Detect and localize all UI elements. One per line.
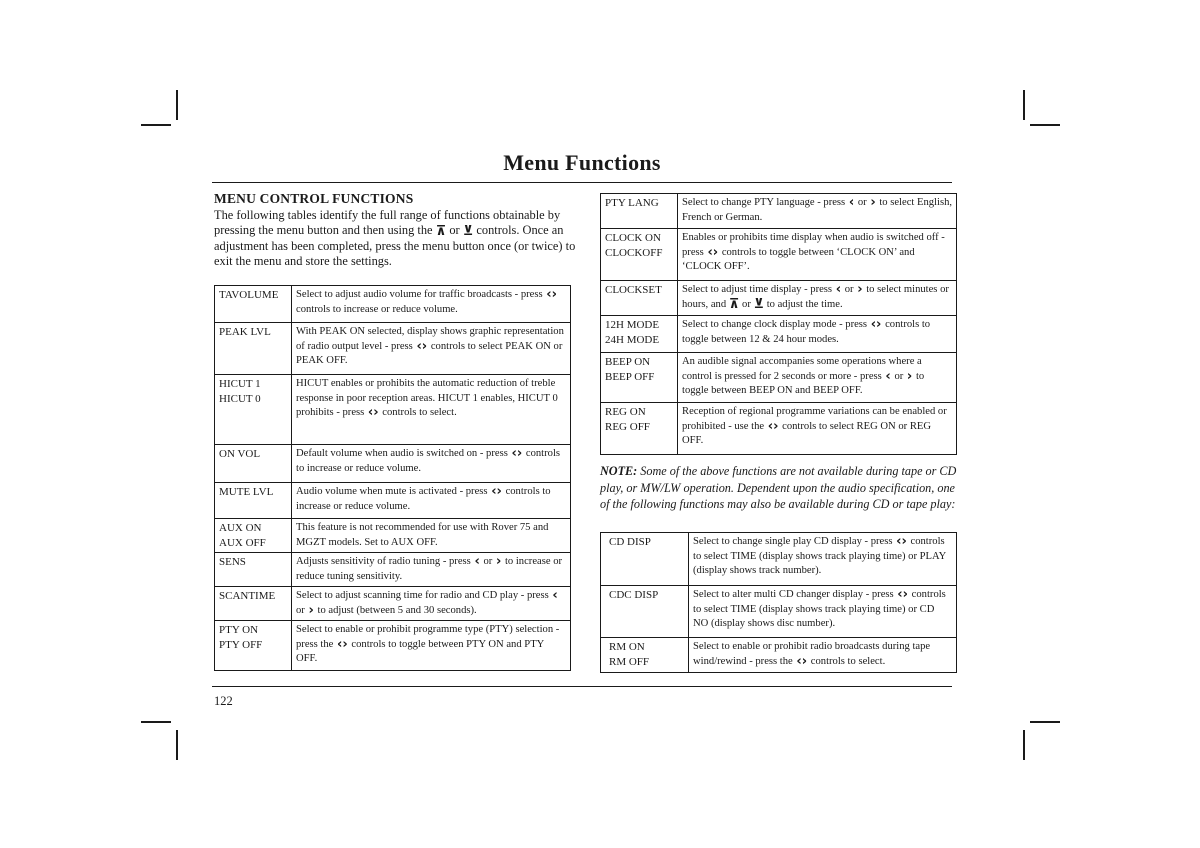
intro-text: The following tables identify the full range of functions obtainable by pressing the menu button and then using the: [214, 207, 561, 238]
table-row: [601, 353, 957, 403]
function-label: CD DISP: [601, 533, 689, 586]
function-label: AUX ON AUX OFF: [215, 519, 292, 553]
right-arrow-icon: ›: [857, 282, 863, 297]
crop-mark: [1030, 721, 1060, 723]
function-label: ON VOL: [215, 445, 292, 483]
table-row: [601, 316, 957, 353]
left-right-arrows-icon: ‹›: [416, 338, 428, 354]
left-right-arrows-icon: ‹›: [897, 587, 909, 602]
function-description: Select to change single play CD display - press ‹› controls to select TIME (display shows track playing time) or PLAY (display shows track number).: [689, 533, 957, 586]
left-arrow-icon: ‹: [848, 195, 855, 210]
function-label: SCANTIME: [215, 587, 292, 621]
intro-paragraph: [214, 208, 576, 270]
crop-mark: [176, 90, 178, 120]
function-description: Select to adjust scanning time for radio and CD play - press ‹ or › to adjust (between 5 and 30 seconds).: [292, 587, 571, 621]
cd-functions-table: [600, 532, 957, 673]
intro-text: controls. Once an adjustment has been completed, press the menu button once (or twice) to exit the menu and store the settings.: [214, 223, 576, 269]
note-text: Some of the above functions are not available during tape or CD play, or MW/LW operation. Dependent upon the audio specification, one of the following functions may also be available during CD or tape play:: [600, 464, 957, 511]
function-label: CLOCK ON CLOCKOFF: [601, 229, 678, 281]
intro-section: [214, 191, 576, 270]
table-row: [215, 286, 571, 323]
function-label: HICUT 1 HICUT 0: [215, 375, 292, 445]
function-label: TAVOLUME: [215, 286, 292, 323]
function-label: BEEP ON BEEP OFF: [601, 353, 678, 403]
function-description: Select to change PTY language - press ‹ or › to select English, French or German.: [678, 194, 957, 229]
function-description: Enables or prohibits time display when audio is switched off - press ‹› controls to toggle between ‘CLOCK ON’ and ‘CLOCK OFF’.: [678, 229, 957, 281]
table-row: [215, 519, 571, 553]
left-arrow-icon: ‹: [835, 282, 842, 297]
function-description: Default volume when audio is switched on - press ‹› controls to increase or reduce volume.: [292, 445, 571, 483]
table-row: [601, 638, 957, 673]
table-row: [215, 445, 571, 483]
table-row: [215, 483, 571, 519]
page-title: Menu Functions: [503, 150, 661, 175]
crop-mark: [1023, 730, 1025, 760]
header-rule: [212, 182, 952, 183]
function-description: Select to alter multi CD changer display - press ‹› controls to select TIME (display shows track playing time) or CD NO (display shows disc number).: [689, 586, 957, 638]
function-label: 12H MODE 24H MODE: [601, 316, 678, 353]
left-right-arrows-icon: ‹›: [491, 484, 502, 499]
down-arrow-icon: ⊻: [753, 296, 765, 312]
function-description: With PEAK ON selected, display shows graphic representation of radio output level - press ‹› controls to select PEAK ON or PEAK OFF.: [292, 323, 571, 375]
left-arrow-icon: ‹: [474, 554, 480, 569]
function-label: CDC DISP: [601, 586, 689, 638]
down-arrow-icon: ⊻: [462, 224, 474, 240]
left-right-arrows-icon: ‹›: [767, 418, 779, 434]
note-paragraph: [600, 463, 958, 513]
function-description: Audio volume when mute is activated - press ‹› controls to increase or reduce volume.: [292, 483, 571, 519]
note-label: NOTE:: [600, 464, 638, 478]
function-label: SENS: [215, 553, 292, 587]
intro-or: or: [449, 223, 460, 238]
left-right-arrows-icon: ‹›: [546, 287, 558, 302]
function-label: MUTE LVL: [215, 483, 292, 519]
table-row: [601, 586, 957, 638]
right-arrow-icon: ›: [495, 554, 502, 569]
table-row: [601, 533, 957, 586]
left-arrow-icon: ‹: [885, 368, 891, 384]
function-label: PTY ON PTY OFF: [215, 621, 292, 671]
crop-mark: [141, 721, 171, 723]
menu-functions-table-left: [214, 285, 571, 671]
function-label: RM ON RM OFF: [601, 638, 689, 673]
table-row: [601, 229, 957, 281]
function-label: CLOCKSET: [601, 281, 678, 316]
table-row: [215, 621, 571, 671]
function-description: Adjusts sensitivity of radio tuning - press ‹ or › to increase or reduce tuning sensitivity.: [292, 553, 571, 587]
function-description: Select to enable or prohibit radio broadcasts during tape wind/rewind - press the ‹› controls to select.: [689, 638, 957, 673]
table-row: [215, 375, 571, 445]
function-description: Select to change clock display mode - press ‹› controls to toggle between 12 & 24 hour modes.: [678, 316, 957, 353]
function-description: Select to enable or prohibit programme type (PTY) selection - press the ‹› controls to toggle between PTY ON and PTY OFF.: [292, 621, 571, 671]
table-row: [215, 587, 571, 621]
menu-functions-table-right: [600, 193, 957, 455]
left-right-arrows-icon: ‹›: [796, 653, 808, 669]
up-arrow-icon: ⊼: [435, 224, 447, 240]
function-label: PTY LANG: [601, 194, 678, 229]
left-right-arrows-icon: ‹›: [870, 317, 882, 332]
left-right-arrows-icon: ‹›: [337, 636, 348, 652]
crop-mark: [1023, 90, 1025, 120]
table-row: [601, 194, 957, 229]
page-number: 122: [214, 694, 233, 708]
right-arrow-icon: ›: [870, 195, 876, 210]
function-description: Reception of regional programme variations can be enabled or prohibited - use the ‹› controls to select REG ON or REG OFF.: [678, 403, 957, 455]
crop-mark: [176, 730, 178, 760]
right-arrow-icon: ›: [906, 368, 913, 384]
crop-mark: [1030, 124, 1060, 126]
right-arrow-icon: ›: [308, 602, 314, 618]
up-arrow-icon: ⊼: [728, 296, 740, 312]
function-label: REG ON REG OFF: [601, 403, 678, 455]
function-description: This feature is not recommended for use with Rover 75 and MGZT models. Set to AUX OFF.: [292, 519, 571, 553]
left-right-arrows-icon: ‹›: [896, 534, 907, 549]
function-label: PEAK LVL: [215, 323, 292, 375]
left-arrow-icon: ‹: [552, 588, 558, 603]
table-row: [601, 281, 957, 316]
left-right-arrows-icon: ‹›: [367, 405, 379, 420]
table-row: [601, 403, 957, 455]
left-right-arrows-icon: ‹›: [707, 244, 719, 260]
function-description: Select to adjust time display - press ‹ or › to select minutes or hours, and ⊼ or ⊻ to adjust the time.: [678, 281, 957, 316]
table-row: [215, 323, 571, 375]
table-row: [215, 553, 571, 587]
function-description: HICUT enables or prohibits the automatic reduction of treble response in poor reception areas. HICUT 1 enables, HICUT 0 prohibits - press ‹› controls to select.: [292, 375, 571, 445]
left-right-arrows-icon: ‹›: [511, 446, 523, 461]
function-description: An audible signal accompanies some operations where a control is pressed for 2 seconds or more - press ‹ or › to toggle between BEEP ON and BEEP OFF.: [678, 353, 957, 403]
section-heading: MENU CONTROL FUNCTIONS: [214, 191, 414, 206]
footer-rule: [212, 686, 952, 687]
crop-mark: [141, 124, 171, 126]
function-description: Select to adjust audio volume for traffic broadcasts - press ‹› controls to increase or reduce volume.: [292, 286, 571, 323]
